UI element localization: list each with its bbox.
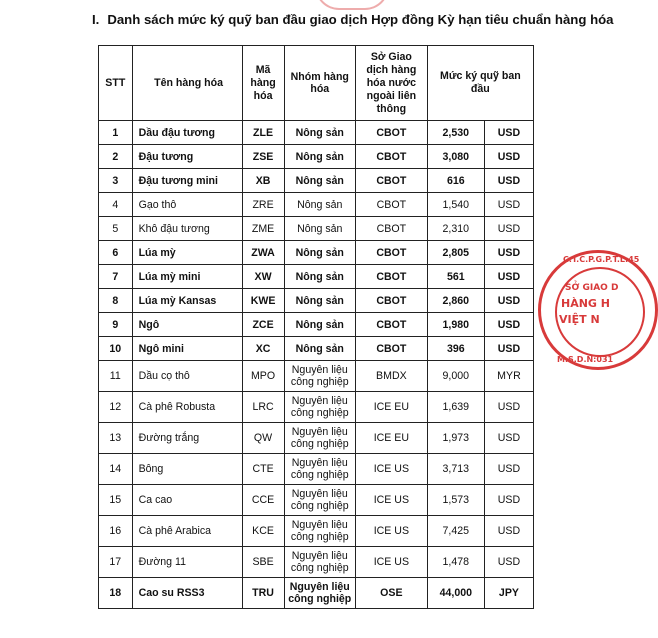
cell-exchange: CBOT	[356, 169, 428, 193]
header-group: Nhóm hàng hóa	[284, 46, 356, 121]
cell-stt: 1	[99, 121, 133, 145]
table-row	[99, 289, 534, 313]
cell-amount: 1,973	[427, 423, 484, 454]
header-exchange: Sở Giao dịch hàng hóa nước ngoài liên thông	[356, 46, 428, 121]
table-row	[99, 241, 534, 265]
cell-code: ZSE	[242, 145, 284, 169]
cell-currency: USD	[484, 193, 533, 217]
cell-currency: USD	[484, 337, 533, 361]
cell-group: Nông sản	[284, 289, 356, 313]
cell-stt: 4	[99, 193, 133, 217]
cell-code: ZWA	[242, 241, 284, 265]
seal-text-3: VIỆT N	[559, 313, 600, 326]
section-title: Danh sách mức ký quỹ ban đầu giao dịch Hợp đồng Kỳ hạn tiêu chuẩn hàng hóa	[107, 12, 614, 27]
cell-currency: USD	[484, 547, 533, 578]
cell-currency: MYR	[484, 361, 533, 392]
cell-name: Dầu đậu tương	[132, 121, 242, 145]
cell-code: KWE	[242, 289, 284, 313]
cell-code: CCE	[242, 485, 284, 516]
cell-group: Nguyên liệu công nghiệp	[284, 392, 356, 423]
cell-amount: 2,860	[427, 289, 484, 313]
cell-exchange: CBOT	[356, 337, 428, 361]
cell-name: Gạo thô	[132, 193, 242, 217]
cell-code: QW	[242, 423, 284, 454]
seal-text-2: HÀNG H	[561, 297, 610, 310]
cell-stt: 17	[99, 547, 133, 578]
cell-stt: 12	[99, 392, 133, 423]
cell-exchange: CBOT	[356, 265, 428, 289]
cell-exchange: CBOT	[356, 241, 428, 265]
cell-group: Nguyên liệu công nghiệp	[284, 485, 356, 516]
cell-currency: USD	[484, 241, 533, 265]
cell-group: Nguyên liệu công nghiệp	[284, 516, 356, 547]
cell-stt: 14	[99, 454, 133, 485]
cell-currency: USD	[484, 121, 533, 145]
cell-group: Nông sản	[284, 145, 356, 169]
cell-currency: USD	[484, 265, 533, 289]
cell-name: Cao su RSS3	[132, 578, 242, 609]
cell-amount: 3,713	[427, 454, 484, 485]
table-row	[99, 145, 534, 169]
cell-amount: 616	[427, 169, 484, 193]
cell-code: ZRE	[242, 193, 284, 217]
cell-exchange: ICE EU	[356, 392, 428, 423]
cell-name: Đậu tương mini	[132, 169, 242, 193]
cell-amount: 561	[427, 265, 484, 289]
table-row	[99, 392, 534, 423]
cell-code: TRU	[242, 578, 284, 609]
table-row	[99, 423, 534, 454]
cell-currency: JPY	[484, 578, 533, 609]
cell-stt: 5	[99, 217, 133, 241]
cell-currency: USD	[484, 169, 533, 193]
cell-name: Dầu cọ thô	[132, 361, 242, 392]
cell-group: Nông sản	[284, 313, 356, 337]
cell-exchange: ICE US	[356, 454, 428, 485]
cell-name: Ngô	[132, 313, 242, 337]
table-row	[99, 313, 534, 337]
seal-text-top: C.T.C.P.G.P.T.L:45	[563, 255, 640, 264]
seal-text-1: SỞ GIAO D	[565, 283, 619, 293]
section-number: I.	[92, 12, 100, 27]
cell-code: LRC	[242, 392, 284, 423]
cell-amount: 2,805	[427, 241, 484, 265]
cell-currency: USD	[484, 217, 533, 241]
cell-amount: 1,478	[427, 547, 484, 578]
seal-inner-ring	[555, 267, 645, 357]
cell-group: Nông sản	[284, 169, 356, 193]
cell-name: Bông	[132, 454, 242, 485]
cell-amount: 3,080	[427, 145, 484, 169]
top-stamp-fragment	[315, 0, 389, 10]
cell-amount: 2,310	[427, 217, 484, 241]
margin-table	[98, 45, 534, 609]
cell-exchange: ICE EU	[356, 423, 428, 454]
table-row	[99, 265, 534, 289]
cell-exchange: CBOT	[356, 289, 428, 313]
company-seal	[538, 250, 658, 370]
cell-currency: USD	[484, 485, 533, 516]
cell-exchange: ICE US	[356, 485, 428, 516]
table-row	[99, 121, 534, 145]
cell-name: Cà phê Robusta	[132, 392, 242, 423]
cell-exchange: ICE US	[356, 547, 428, 578]
cell-code: ZLE	[242, 121, 284, 145]
cell-name: Lúa mỳ	[132, 241, 242, 265]
cell-name: Lúa mỳ Kansas	[132, 289, 242, 313]
cell-exchange: CBOT	[356, 145, 428, 169]
cell-group: Nông sản	[284, 193, 356, 217]
cell-amount: 1,639	[427, 392, 484, 423]
cell-amount: 1,980	[427, 313, 484, 337]
cell-amount: 1,573	[427, 485, 484, 516]
cell-group: Nguyên liệu công nghiệp	[284, 423, 356, 454]
cell-group: Nông sản	[284, 241, 356, 265]
cell-stt: 15	[99, 485, 133, 516]
cell-name: Ngô mini	[132, 337, 242, 361]
cell-code: CTE	[242, 454, 284, 485]
cell-stt: 3	[99, 169, 133, 193]
table-row	[99, 578, 534, 609]
table-row	[99, 454, 534, 485]
header-name: Tên hàng hóa	[132, 46, 242, 121]
section-heading	[92, 12, 614, 27]
cell-code: ZCE	[242, 313, 284, 337]
cell-name: Khô đậu tương	[132, 217, 242, 241]
table-row	[99, 217, 534, 241]
cell-group: Nguyên liệu công nghiệp	[284, 454, 356, 485]
cell-stt: 8	[99, 289, 133, 313]
cell-group: Nông sản	[284, 121, 356, 145]
cell-code: XB	[242, 169, 284, 193]
cell-code: MPO	[242, 361, 284, 392]
table-row	[99, 485, 534, 516]
cell-name: Cà phê Arabica	[132, 516, 242, 547]
cell-code: XW	[242, 265, 284, 289]
cell-exchange: OSE	[356, 578, 428, 609]
cell-stt: 10	[99, 337, 133, 361]
table-header-row	[99, 46, 534, 121]
cell-currency: USD	[484, 145, 533, 169]
cell-stt: 13	[99, 423, 133, 454]
header-code: Mã hàng hóa	[242, 46, 284, 121]
cell-stt: 7	[99, 265, 133, 289]
table-row	[99, 361, 534, 392]
cell-currency: USD	[484, 454, 533, 485]
cell-stt: 2	[99, 145, 133, 169]
cell-currency: USD	[484, 313, 533, 337]
table-row	[99, 547, 534, 578]
cell-amount: 7,425	[427, 516, 484, 547]
header-stt: STT	[99, 46, 133, 121]
cell-stt: 6	[99, 241, 133, 265]
cell-name: Đậu tương	[132, 145, 242, 169]
table-row	[99, 169, 534, 193]
cell-exchange: CBOT	[356, 217, 428, 241]
cell-group: Nguyên liệu công nghiệp	[284, 547, 356, 578]
cell-name: Ca cao	[132, 485, 242, 516]
seal-text-bottom: M.S.D.N:031	[557, 355, 614, 364]
cell-stt: 9	[99, 313, 133, 337]
cell-exchange: CBOT	[356, 193, 428, 217]
cell-group: Nguyên liệu công nghiệp	[284, 578, 356, 609]
cell-amount: 44,000	[427, 578, 484, 609]
cell-currency: USD	[484, 423, 533, 454]
cell-name: Lúa mỳ mini	[132, 265, 242, 289]
cell-exchange: ICE US	[356, 516, 428, 547]
cell-exchange: CBOT	[356, 121, 428, 145]
cell-group: Nông sản	[284, 217, 356, 241]
cell-name: Đường trắng	[132, 423, 242, 454]
cell-amount: 2,530	[427, 121, 484, 145]
cell-stt: 18	[99, 578, 133, 609]
table-row	[99, 337, 534, 361]
cell-currency: USD	[484, 516, 533, 547]
cell-code: ZME	[242, 217, 284, 241]
cell-currency: USD	[484, 392, 533, 423]
cell-code: SBE	[242, 547, 284, 578]
cell-exchange: BMDX	[356, 361, 428, 392]
cell-stt: 16	[99, 516, 133, 547]
table-row	[99, 516, 534, 547]
cell-name: Đường 11	[132, 547, 242, 578]
cell-exchange: CBOT	[356, 313, 428, 337]
cell-code: KCE	[242, 516, 284, 547]
cell-amount: 396	[427, 337, 484, 361]
table-row	[99, 193, 534, 217]
cell-code: XC	[242, 337, 284, 361]
cell-group: Nguyên liệu công nghiệp	[284, 361, 356, 392]
table-body	[99, 121, 534, 609]
cell-group: Nông sản	[284, 337, 356, 361]
header-margin: Mức ký quỹ ban đầu	[427, 46, 533, 121]
cell-group: Nông sản	[284, 265, 356, 289]
cell-amount: 1,540	[427, 193, 484, 217]
cell-stt: 11	[99, 361, 133, 392]
cell-amount: 9,000	[427, 361, 484, 392]
cell-currency: USD	[484, 289, 533, 313]
